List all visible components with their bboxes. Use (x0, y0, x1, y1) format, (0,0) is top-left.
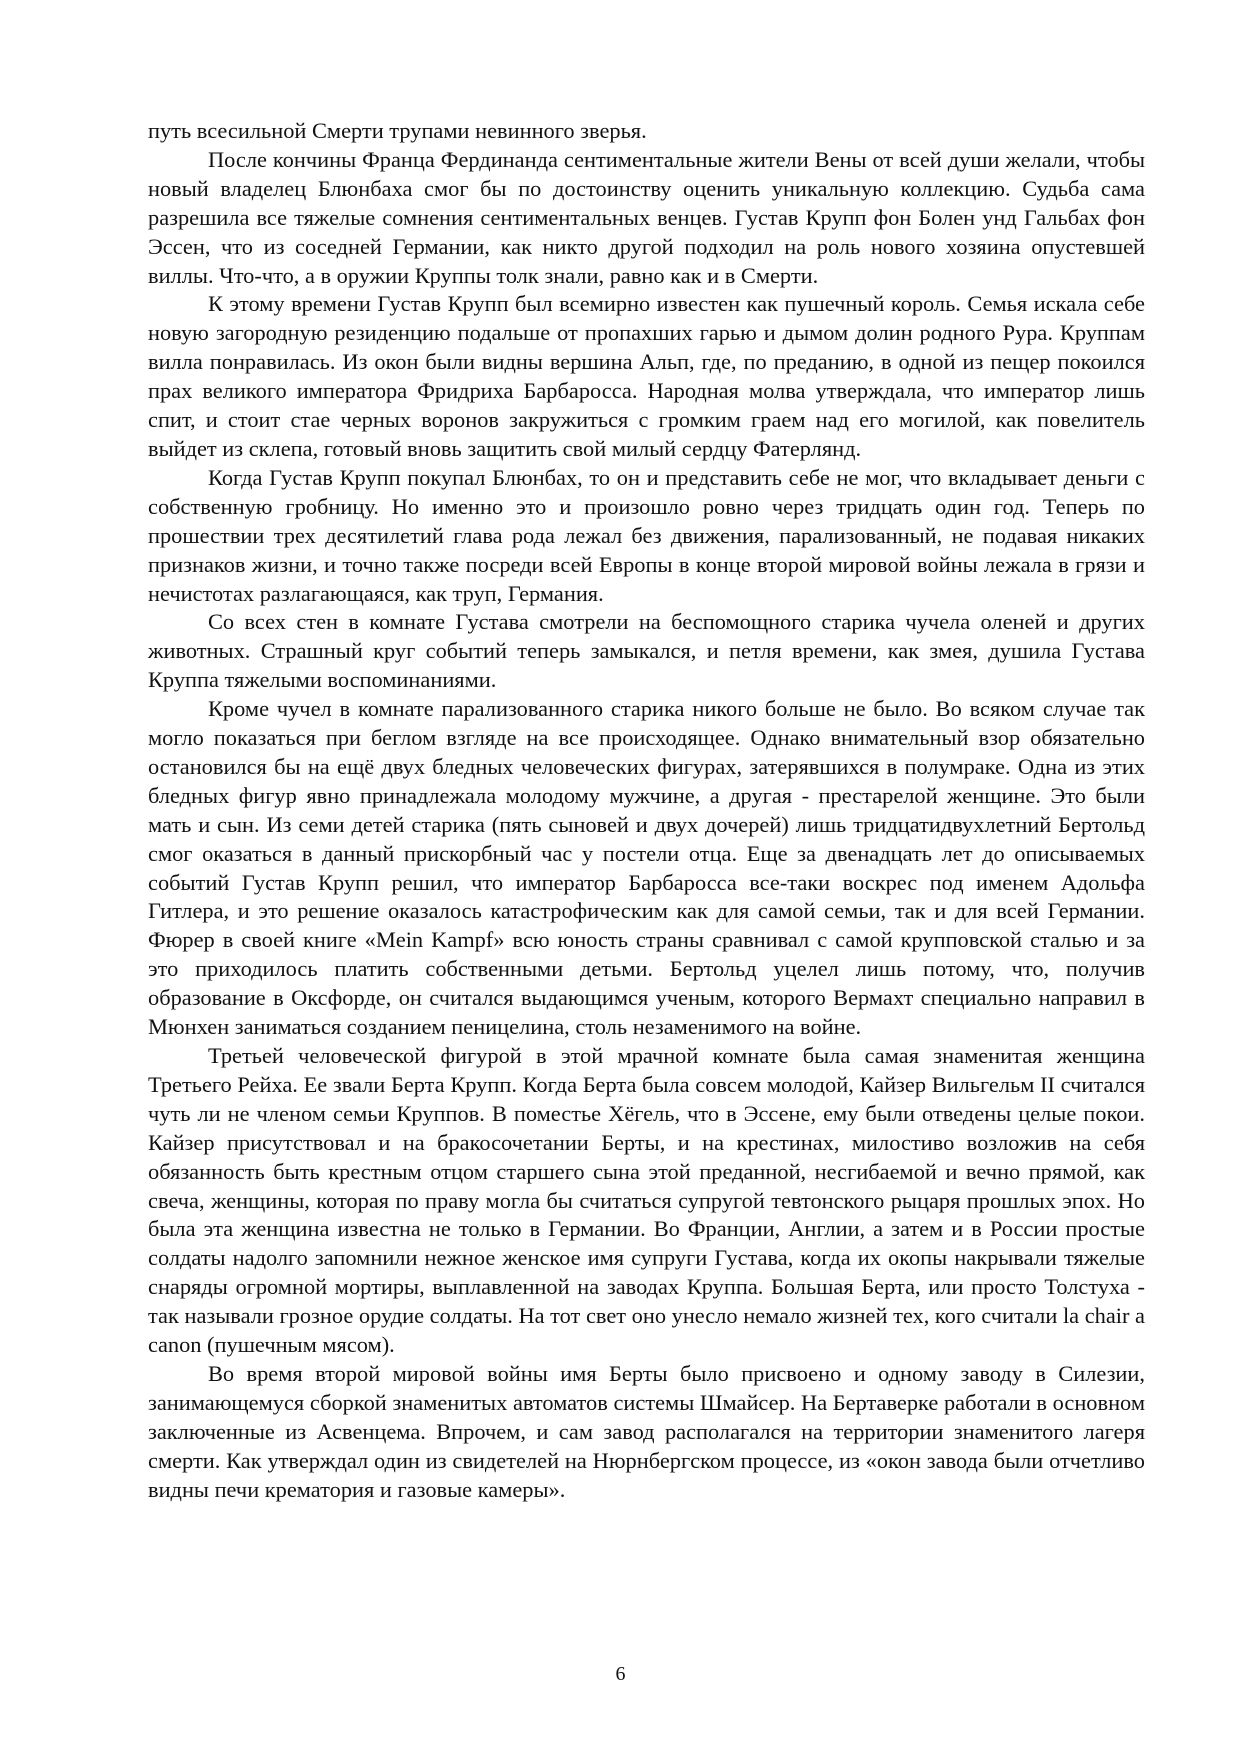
paragraph-7: Третьей человеческой фигурой в этой мрачной комнате была самая знаменитая женщина Третьего Рейха. Ее звали Берта Крупп. Когда Берта была совсем молодой, Кайзер Вильгельм II считался чуть ли не членом семьи Круппов. В поместье Хёгель, что в Эссене, ему были отведены целые покои. Кайзер присутствовал и на бракосочетании Берты, и на крестинах, милостиво возложив на себя обязанность быть крестным отцом старшего сына этой преданной, несгибаемой и вечно прямой, как свеча, женщины, которая по праву могла бы считаться супругой тевтонского рыцаря прошлых эпох. Но была эта женщина известна не только в Германии. Во Франции, Англии, а затем и в России простые солдаты надолго запомнили нежное женское имя супруги Густава, когда их окопы накрывали тяжелые снаряды огромной мортиры, выплавленной на заводах Круппа. Большая Берта, или просто Толстуха - так называли грозное орудие солдаты. На тот свет оно унесло немало жизней тех, кого считали la chair a canon (пушечным мясом). (148, 1043, 1145, 1358)
paragraph-3: К этому времени Густав Крупп был всемирно известен как пушечный король. Семья искала себе новую загородную резиденцию подальше от пропахших гарью и дымом долин родного Рура. Круппам вилла понравилась. Из окон были видны вершина Альп, где, по преданию, в одной из пещер покоился прах великого императора Фридриха Барбаросса. Народная молва утверждала, что император лишь спит, и стоит стае черных воронов закружиться с громким граем над его могилой, как повелитель выйдет из склепа, готовый вновь защитить свой милый сердцу Фатерлянд. (148, 291, 1145, 461)
paragraph-5: Со всех стен в комнате Густава смотрели на беспомощного старика чучела оленей и других животных. Страшный круг событий теперь замыкался, и петля времени, как змея, душила Густава Круппа тяжелыми воспоминаниями. (148, 609, 1145, 693)
paragraph-4: Когда Густав Крупп покупал Блюнбах, то он и представить себе не мог, что вкладывает деньги с собственную гробницу. Но именно это и произошло ровно через тридцать один год. Теперь по прошествии трех десятилетий глава рода лежал без движения, парализованный, не подавая никаких признаков жизни, и точно также посреди всей Европы в конце второй мировой войны лежала в грязи и нечистотах разлагающаяся, как труп, Германия. (148, 464, 1145, 606)
paragraph-8: Во время второй мировой войны имя Берты было присвоено и одному заводу в Силезии, занимающемуся сборкой знаменитых автоматов системы Шмайсер. На Бертаверке работали в основном заключенные из Асвенцема. Впрочем, и сам завод располагался на территории знаменитого лагеря смерти. Как утверждал один из свидетелей на Нюрнбергском процессе, из «окон завода были отчетливо видны печи крематория и газовые камеры». (148, 1360, 1145, 1502)
body-text (148, 117, 1145, 1505)
paragraph-2: После кончины Франца Фердинанда сентиментальные жители Вены от всей души желали, чтобы новый владелец Блюнбаха смог бы по достоинству оценить уникальную коллекцию. Судьба сама разрешила все тяжелые сомнения сентиментальных венцев. Густав Крупп фон Болен унд Гальбах фон Эссен, что из соседней Германии, как никто другой подходил на роль нового хозяина опустевшей виллы. Что-что, а в оружии Круппы толк знали, равно как и в Смерти. (148, 146, 1145, 288)
page-number: 6 (615, 1663, 626, 1685)
paragraph-1: путь всесильной Смерти трупами невинного зверья. (148, 118, 647, 143)
paragraph-6: Кроме чучел в комнате парализованного старика никого больше не было. Во всяком случае так могло показаться при беглом взгляде на все происходящее. Однако внимательный взор обязательно остановился бы на ещё двух бледных человеческих фигурах, затерявшихся в полумраке. Одна из этих бледных фигур явно принадлежала молодому мужчине, а другая - престарелой женщине. Это были мать и сын. Из семи детей старика (пять сыновей и двух дочерей) лишь тридцатидвухлетний Бертольд смог оказаться в данный прискорбный час у постели отца. Еще за двенадцать лет до описываемых событий Густав Крупп решил, что император Барбаросса все-таки воскрес под именем Адольфа Гитлера, и это решение оказалось катастрофическим как для самой семьи, так и для всей Германии. Фюрер в своей книге «Mein Kampf» всю юность страны сравнивал с самой крупповской сталью и за это приходилось платить собственными детьми. Бертольд уцелел лишь потому, что, получив образование в Оксфорде, он считался выдающимся ученым, которого Вермахт специально направил в Мюнхен заниматься созданием пеницелина, столь незаменимого на войне. (148, 696, 1145, 1040)
